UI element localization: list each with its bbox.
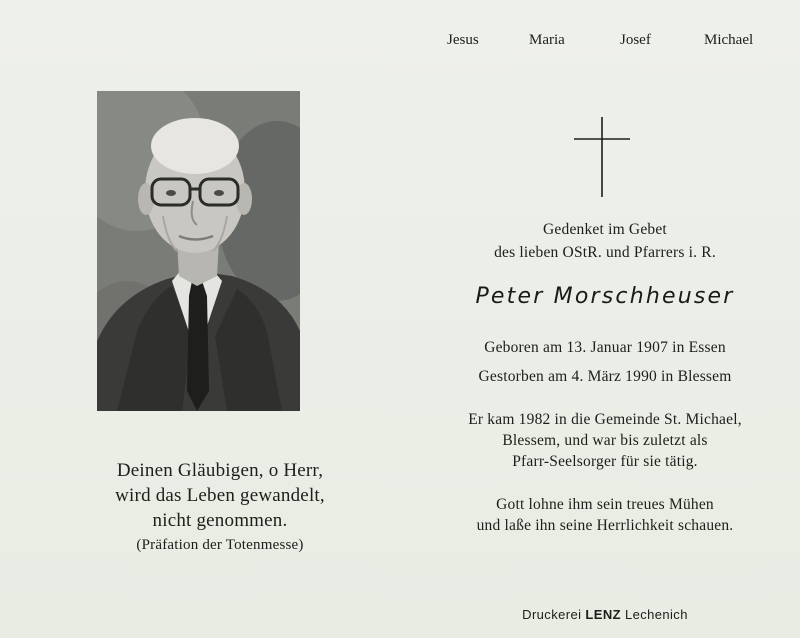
biography-line-3: Pfarr-Seelsorger für sie tätig.	[512, 453, 698, 470]
biography-line-2: Blessem, und war bis zuletzt als	[502, 432, 708, 449]
printer-name: LENZ	[585, 607, 621, 622]
verse-quote	[40, 458, 400, 533]
birth-line: Geboren am 13. Januar 1907 in Essen	[484, 339, 726, 356]
header-name-maria: Maria	[529, 32, 565, 48]
prayer-intro-line-1: Gedenket im Gebet	[543, 221, 667, 238]
verse-line: nicht genommen.	[152, 510, 288, 531]
printer-prefix: Druckerei	[522, 607, 582, 622]
deceased-name: Peter Morschheuser	[475, 284, 735, 309]
header-name-jesus: Jesus	[447, 32, 479, 48]
verse-source: (Präfation der Totenmesse)	[136, 537, 304, 553]
biography-line-1: Er kam 1982 in die Gemeinde St. Michael,	[468, 411, 742, 428]
printer-credit	[440, 607, 770, 622]
death-line: Gestorben am 4. März 1990 in Blessem	[478, 368, 732, 385]
portrait-photo	[97, 91, 300, 411]
verse-line: wird das Leben gewandelt,	[115, 485, 325, 506]
printer-place: Lechenich	[624, 607, 688, 622]
blessing-line-1: Gott lohne ihm sein treues Mühen	[496, 496, 714, 513]
verse-line: Deinen Gläubigen, o Herr,	[116, 460, 324, 481]
header-name-josef: Josef	[620, 32, 651, 48]
latin-cross-icon	[574, 117, 630, 201]
header-name-michael: Michael	[704, 32, 754, 48]
blessing-line-2: und laße ihn seine Herrlichkeit schauen.	[476, 517, 734, 534]
prayer-intro-line-2: des lieben OStR. und Pfarrers i. R.	[494, 244, 716, 261]
